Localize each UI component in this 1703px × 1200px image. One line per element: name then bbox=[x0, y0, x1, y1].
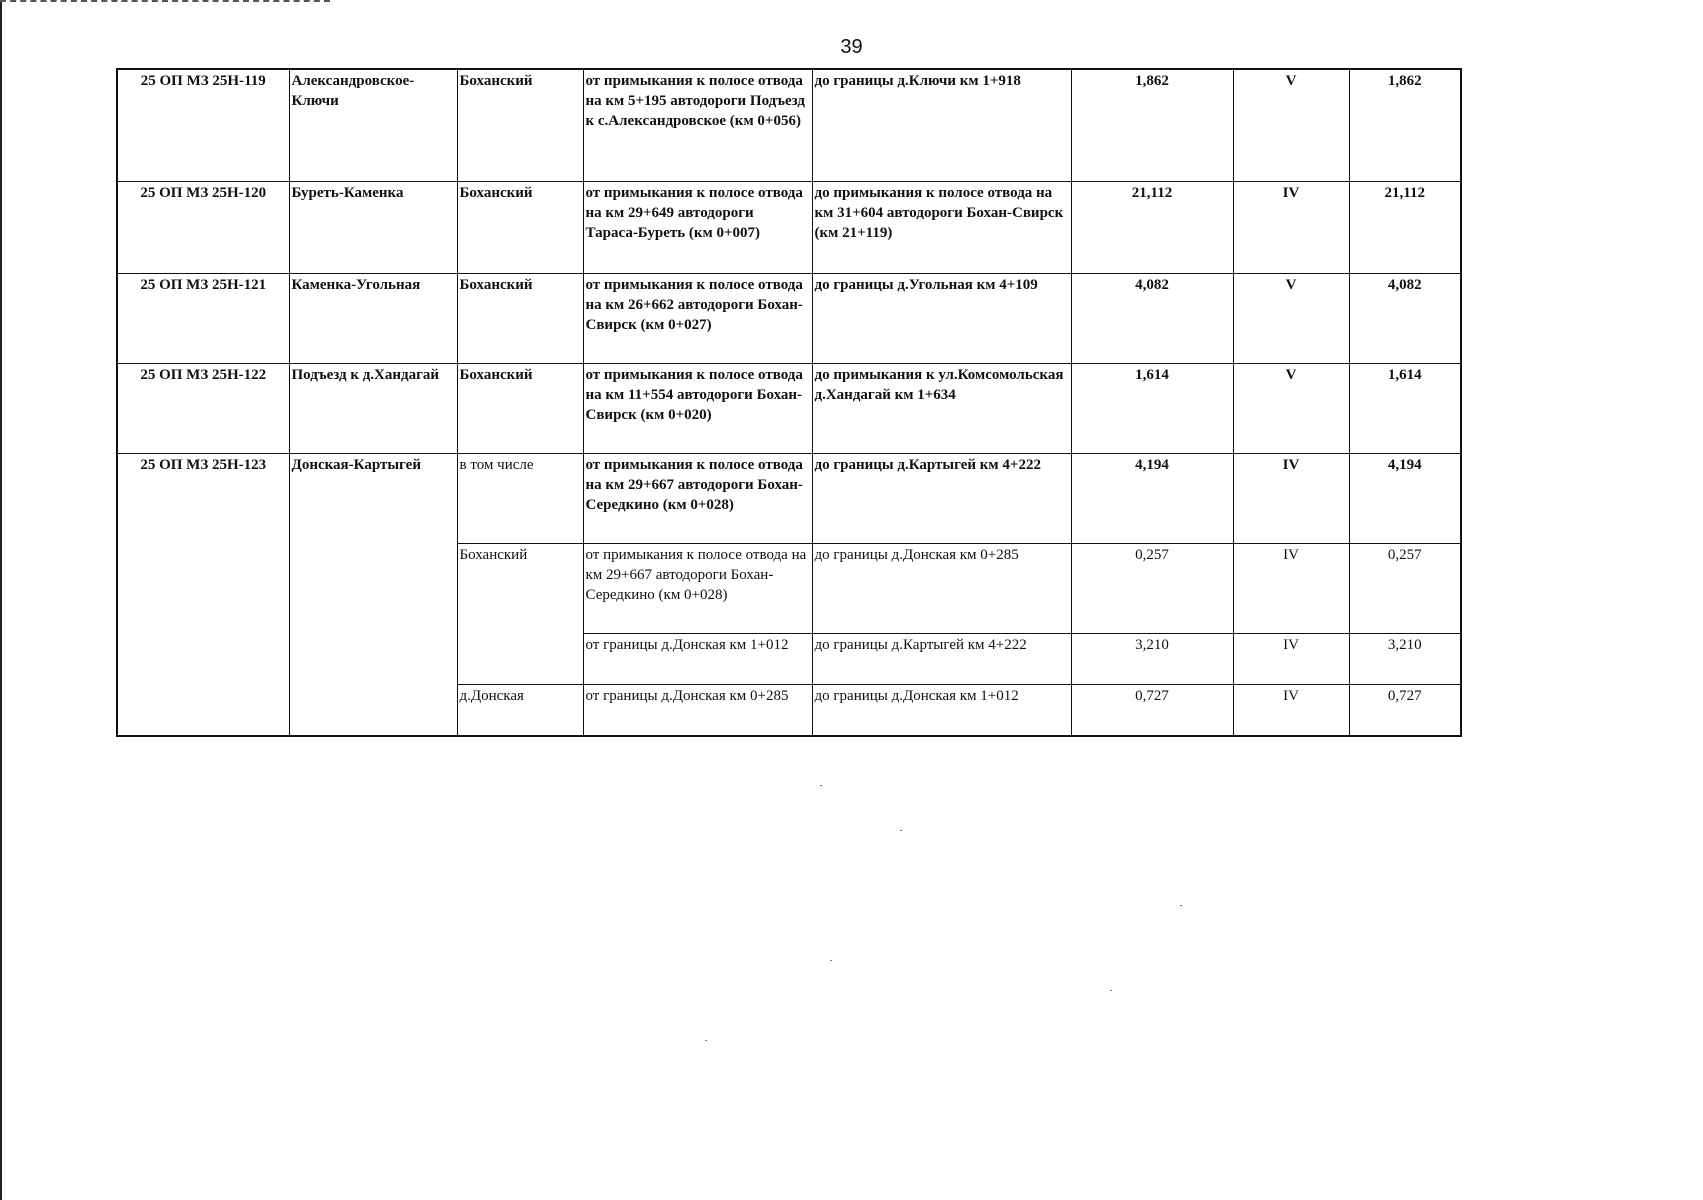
road-length: 21,112 bbox=[1071, 182, 1233, 274]
road-code: 25 ОП МЗ 25Н-122 bbox=[117, 364, 289, 454]
scan-left-edge bbox=[0, 0, 2, 1200]
road-name: Александровское-Ключи bbox=[289, 69, 457, 182]
road-length-total: 0,727 bbox=[1349, 685, 1461, 737]
table-row bbox=[117, 182, 1461, 274]
road-category: V bbox=[1233, 69, 1349, 182]
road-length-total: 1,862 bbox=[1349, 69, 1461, 182]
road-length: 0,257 bbox=[1071, 544, 1233, 634]
road-category: V bbox=[1233, 364, 1349, 454]
road-from: от примыкания к полосе отвода на км 29+667 автодороги Бохан-Середкино (км 0+028) bbox=[583, 544, 812, 634]
road-district-note: в том числе bbox=[457, 454, 583, 544]
road-to: до границы д.Ключи км 1+918 bbox=[812, 69, 1071, 182]
scan-speck bbox=[830, 960, 832, 961]
road-category: IV bbox=[1233, 182, 1349, 274]
road-district: Боханский bbox=[457, 544, 583, 685]
road-length: 1,862 bbox=[1071, 69, 1233, 182]
road-length-total: 0,257 bbox=[1349, 544, 1461, 634]
road-category: IV bbox=[1233, 685, 1349, 737]
road-category: IV bbox=[1233, 454, 1349, 544]
road-code: 25 ОП МЗ 25Н-121 bbox=[117, 274, 289, 364]
road-code: 25 ОП МЗ 25Н-119 bbox=[117, 69, 289, 182]
scan-speck bbox=[1180, 905, 1182, 906]
road-length: 4,082 bbox=[1071, 274, 1233, 364]
road-to: до границы д.Угольная км 4+109 bbox=[812, 274, 1071, 364]
table-row bbox=[117, 69, 1461, 182]
road-from: от границы д.Донская км 0+285 bbox=[583, 685, 812, 737]
scan-speck bbox=[900, 830, 902, 831]
table-row bbox=[117, 274, 1461, 364]
road-to: до примыкания к ул.Комсомольская д.Хандагай км 1+634 bbox=[812, 364, 1071, 454]
table-row bbox=[117, 454, 1461, 544]
road-district: д.Донская bbox=[457, 685, 583, 737]
road-length: 0,727 bbox=[1071, 685, 1233, 737]
scan-top-edge bbox=[0, 0, 330, 2]
road-from: от примыкания к полосе отвода на км 29+667 автодороги Бохан-Середкино (км 0+028) bbox=[583, 454, 812, 544]
road-length-total: 4,194 bbox=[1349, 454, 1461, 544]
road-name: Донская-Картыгей bbox=[289, 454, 457, 737]
road-from: от примыкания к полосе отвода на км 26+662 автодороги Бохан-Свирск (км 0+027) bbox=[583, 274, 812, 364]
scan-speck bbox=[705, 1040, 707, 1041]
road-district: Боханский bbox=[457, 182, 583, 274]
road-length-total: 1,614 bbox=[1349, 364, 1461, 454]
road-district: Боханский bbox=[457, 274, 583, 364]
road-from: от примыкания к полосе отвода на км 11+554 автодороги Бохан-Свирск (км 0+020) bbox=[583, 364, 812, 454]
road-code: 25 ОП МЗ 25Н-120 bbox=[117, 182, 289, 274]
page-number: 39 bbox=[840, 36, 863, 58]
scan-speck bbox=[820, 785, 822, 786]
road-name: Буреть-Каменка bbox=[289, 182, 457, 274]
road-from: от примыкания к полосе отвода на км 5+195 автодороги Подъезд к с.Александровское (км 0+056) bbox=[583, 69, 812, 182]
road-length-total: 3,210 bbox=[1349, 634, 1461, 685]
roads-table bbox=[116, 68, 1462, 737]
road-to: до примыкания к полосе отвода на км 31+604 автодороги Бохан-Свирск (км 21+119) bbox=[812, 182, 1071, 274]
road-name: Каменка-Угольная bbox=[289, 274, 457, 364]
road-to: до границы д.Донская км 1+012 bbox=[812, 685, 1071, 737]
road-length-total: 21,112 bbox=[1349, 182, 1461, 274]
table-row bbox=[117, 364, 1461, 454]
road-to: до границы д.Донская км 0+285 bbox=[812, 544, 1071, 634]
road-from: от примыкания к полосе отвода на км 29+649 автодороги Тараса-Буреть (км 0+007) bbox=[583, 182, 812, 274]
road-length: 3,210 bbox=[1071, 634, 1233, 685]
road-district: Боханский bbox=[457, 364, 583, 454]
road-from: от границы д.Донская км 1+012 bbox=[583, 634, 812, 685]
road-category: V bbox=[1233, 274, 1349, 364]
road-length: 1,614 bbox=[1071, 364, 1233, 454]
road-to: до границы д.Картыгей км 4+222 bbox=[812, 634, 1071, 685]
road-code: 25 ОП МЗ 25Н-123 bbox=[117, 454, 289, 737]
road-name: Подъезд к д.Хандагай bbox=[289, 364, 457, 454]
road-length: 4,194 bbox=[1071, 454, 1233, 544]
scan-speck bbox=[1110, 990, 1112, 991]
road-category: IV bbox=[1233, 634, 1349, 685]
road-length-total: 4,082 bbox=[1349, 274, 1461, 364]
road-district: Боханский bbox=[457, 69, 583, 182]
road-category: IV bbox=[1233, 544, 1349, 634]
road-to: до границы д.Картыгей км 4+222 bbox=[812, 454, 1071, 544]
